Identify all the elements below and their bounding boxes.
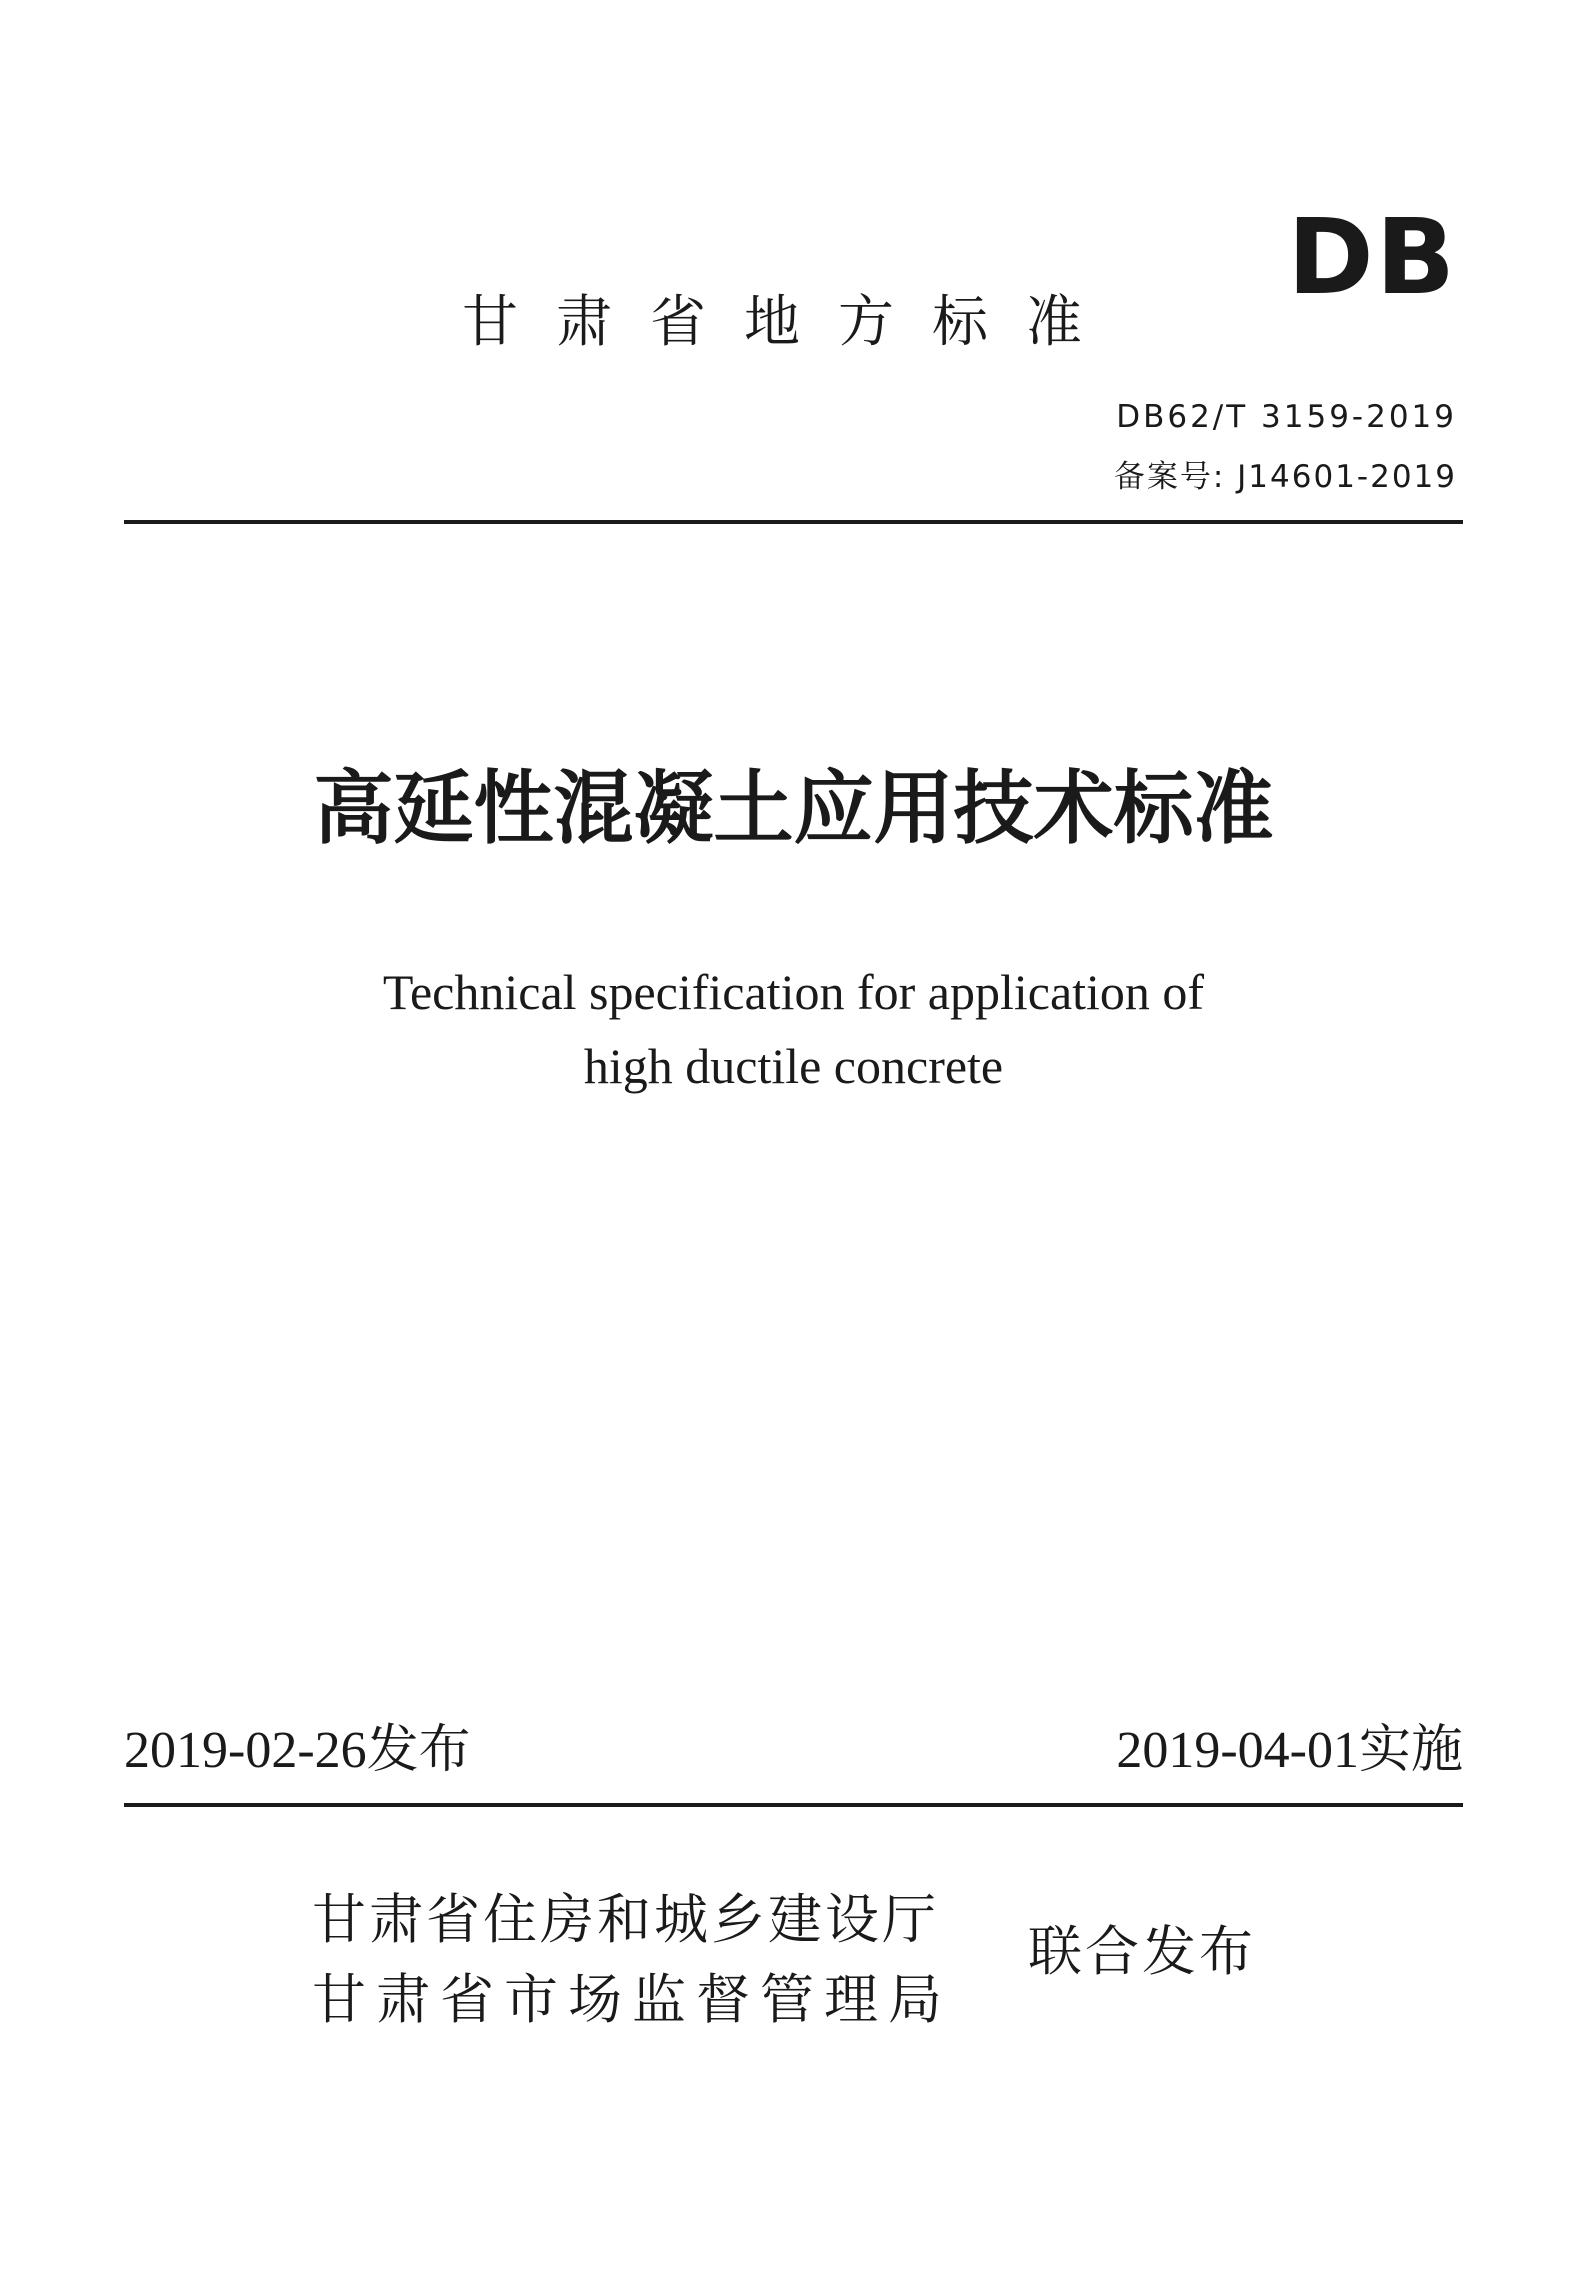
issuer-market-supervision-bureau: 甘肃省市场监督管理局 bbox=[312, 1968, 952, 2031]
filing-number: 备案号: J14601-2019 bbox=[1113, 459, 1457, 495]
title-english bbox=[0, 955, 1587, 1103]
issuer-housing-department: 甘肃省住房和城乡建设厅 bbox=[312, 1888, 939, 1951]
db-mark: DB bbox=[1287, 196, 1457, 318]
issue-date: 2019-02-26发布 bbox=[124, 1722, 471, 1779]
title-english-line-2: high ductile concrete bbox=[583, 1038, 1004, 1094]
effective-date: 2019-04-01实施 bbox=[1116, 1722, 1463, 1779]
issuer-list bbox=[312, 1880, 952, 2040]
top-divider bbox=[124, 520, 1463, 524]
joint-publication-label: 联合发布 bbox=[1028, 1920, 1256, 1983]
bottom-divider bbox=[124, 1803, 1463, 1807]
standard-type-label: 甘肃省地方标准 bbox=[462, 290, 1120, 355]
title-chinese: 高延性混凝土应用技术标准 bbox=[313, 761, 1274, 855]
title-english-line-1: Technical specification for application of bbox=[382, 964, 1205, 1020]
standard-number: DB62/T 3159-2019 bbox=[1116, 399, 1457, 435]
